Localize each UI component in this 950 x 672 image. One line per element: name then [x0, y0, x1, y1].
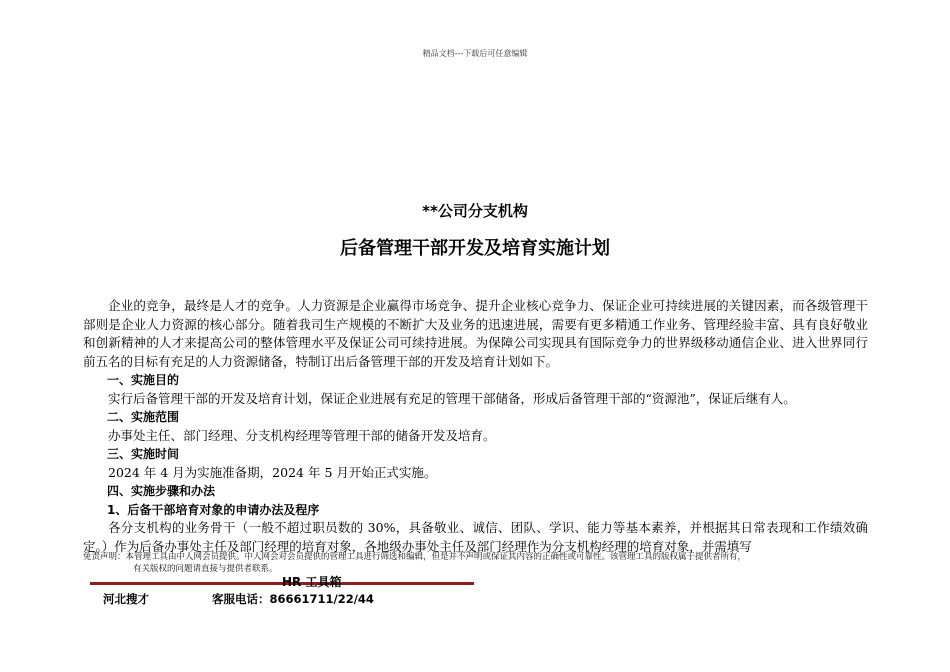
- section-heading-steps: 四、实施步骤和办法: [107, 484, 216, 498]
- footer-service-phone: 客服电话：86661711/22/44: [212, 592, 374, 606]
- disclaimer-line-1: 免责声明：本管理工具由中人网会员提供。中人网会对会员提供的管理工具进行筛选和编辑，但是并不声明或保证其内容的正确性或可靠性。该管理工具的版权属于提供者所有，: [83, 552, 747, 562]
- section-text-purpose: 实行后备管理干部的开发及培育计划，保证企业进展有充足的管理干部储备，形成后备管理干部的“资源池”，保证后继有人。: [108, 390, 796, 406]
- section-heading-time: 三、实施时间: [107, 447, 180, 461]
- section-text-steps: 各分支机构的业务骨干（一般不超过职员数的 30%，具备敬业、诚信、团队、学识、能力等基本素养，并根据其日常表现和工作绩效确定。）作为后备办事处主任及部门经理的培育对象，各地级办事处主任及部门经理作为分支机构经理的培育对象，并需填写: [83, 520, 868, 554]
- disclaimer: [83, 551, 873, 575]
- document-title-plan: 后备管理干部开发及培育实施计划: [340, 238, 610, 259]
- disclaimer-line-2: 有关版权的问题请直接与提供者联系。: [133, 564, 278, 574]
- document-body: [83, 297, 868, 556]
- section-text-time: 2024 年 4 月为实施准备期，2024 年 5 月开始正式实施。: [108, 464, 437, 480]
- footer-brand: HR 工具箱: [282, 575, 342, 589]
- header-note: 精品文档---下载后可任意编辑: [422, 49, 528, 58]
- footer-company-name: 河北搜才: [103, 592, 149, 606]
- section-text-scope: 办事处主任、部门经理、分支机构经理等管理干部的储备开发及培育。: [108, 427, 496, 443]
- section-heading-scope: 二、实施范围: [107, 410, 180, 424]
- section-subheading-application: 1、后备干部培育对象的申请办法及程序: [107, 502, 320, 517]
- document-title-company: **公司分支机构: [422, 202, 528, 220]
- section-heading-purpose: 一、实施目的: [107, 373, 180, 387]
- intro-paragraph: 企业的竞争，最终是人才的竞争。人力资源是企业赢得市场竞争、提升企业核心竞争力、保证企业可持续进展的关键因素，而各级管理干部则是企业人力资源的核心部分。随着我司生产规模的不断扩大及业务的迅速进展，需要有更多精通工作业务、管理经验丰富、具有良好敬业和创新精神的人才来提高公司的整体管理水平及保证公司可续持进展。为保障公司实现具有国际竞争力的世界级移动通信企业、进入世界同行前五名的目标有充足的人力资源储备，特制订出后备管理干部的开发及培育计划如下。: [83, 298, 868, 369]
